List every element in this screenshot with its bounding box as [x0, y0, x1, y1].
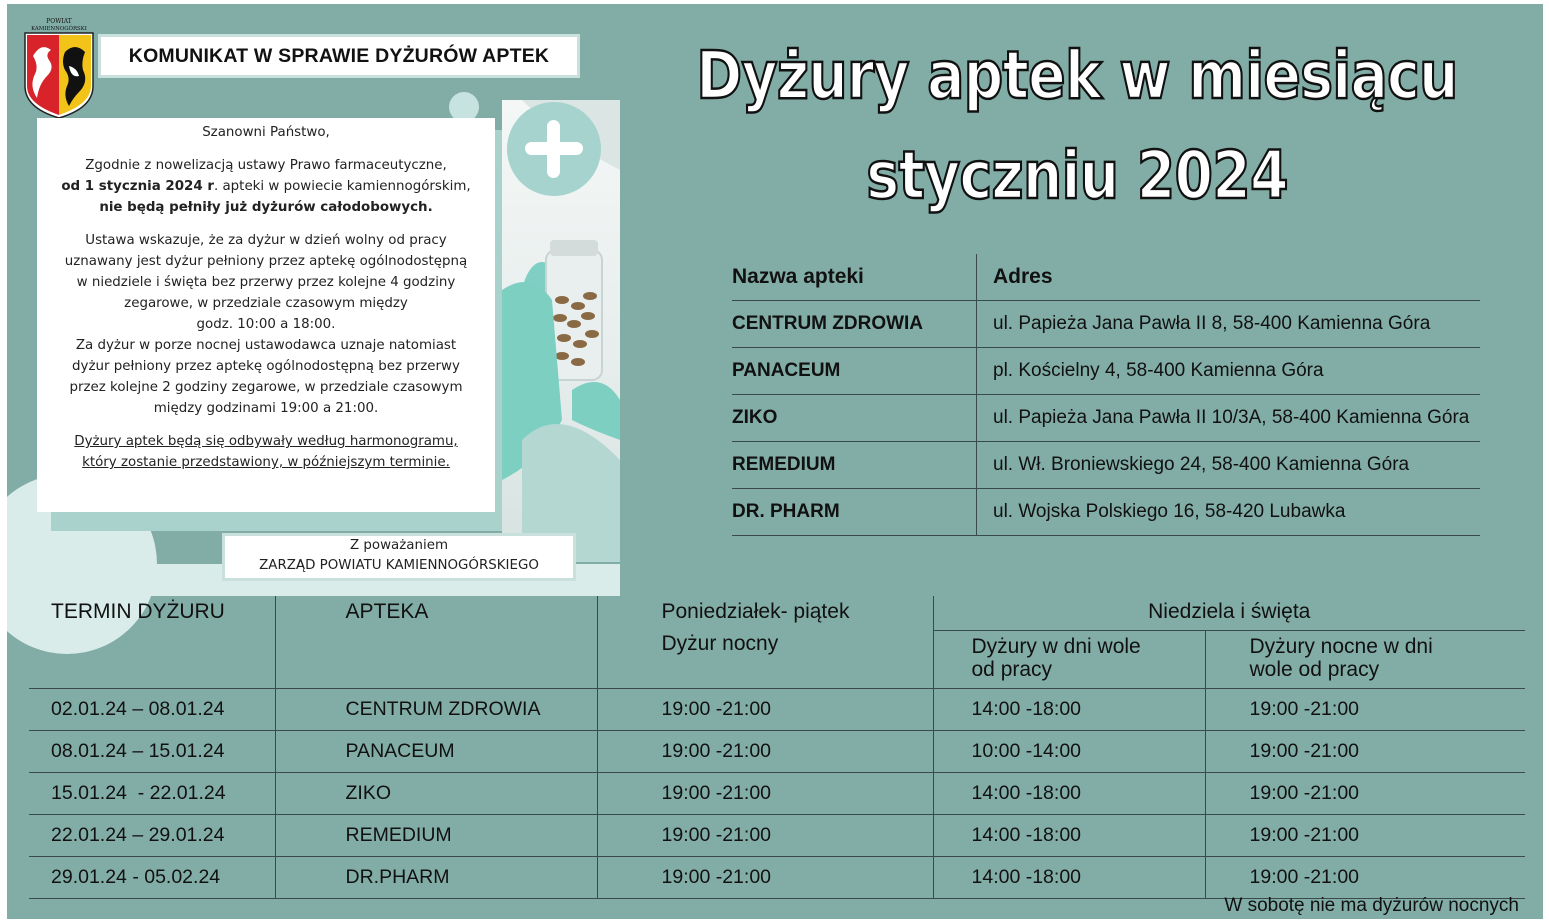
- column-header-weekday: [597, 596, 933, 689]
- weekday-label: Poniedziałek- piątek: [661, 600, 850, 623]
- column-group-sundays: Niedziela i święta: [933, 596, 1525, 631]
- weekday-cell: 19:00 -21:00: [597, 689, 933, 731]
- table-row: [29, 689, 1525, 731]
- column-header-sunday-day: Dyżury w dni wole od pracy: [933, 631, 1205, 689]
- signature-box: [225, 536, 573, 578]
- pharmacy-address: ul. Papieża Jana Pawła II 8, 58-400 Kamienna Góra: [977, 301, 1481, 348]
- weekday-cell: 19:00 -21:00: [597, 731, 933, 773]
- medical-plus-icon: [507, 102, 601, 196]
- pharmacy-name: PANACEUM: [732, 348, 977, 395]
- pharmacy-address: ul. Wojska Polskiego 16, 58-420 Lubawka: [977, 489, 1481, 536]
- letter-no-duty-bold: nie będą pełniły już dyżurów całodobowych.: [99, 200, 433, 215]
- county-crest-icon: [19, 16, 99, 120]
- term-cell: 15.01.24 - 22.01.24: [29, 773, 275, 815]
- table-row: [732, 301, 1480, 348]
- table-row: [29, 815, 1525, 857]
- term-cell: 22.01.24 – 29.01.24: [29, 815, 275, 857]
- term-cell: 02.01.24 – 08.01.24: [29, 689, 275, 731]
- table-row: [29, 731, 1525, 773]
- letter-p2-line5: godz. 10:00 a 18:00.: [196, 317, 336, 332]
- letter-date-bold: od 1 stycznia 2024 r: [61, 179, 214, 194]
- sunday-day-cell: 14:00 -18:00: [933, 773, 1205, 815]
- title-line-2: styczniu 2024: [866, 137, 1288, 214]
- pharmacy-address: ul. Wł. Broniewskiego 24, 58-400 Kamienna Góra: [977, 442, 1481, 489]
- svg-text:POWIAT: POWIAT: [46, 18, 72, 25]
- night-duty-label: Dyżur nocny: [661, 632, 779, 655]
- pharmacy-cell: CENTRUM ZDROWIA: [275, 689, 597, 731]
- letter-p4-line1: Dyżury aptek będą się odbywały według harmonogramu,: [74, 434, 458, 449]
- signature-regards: Z poważaniem: [349, 538, 448, 553]
- column-header-pharmacy: APTEKA: [275, 596, 597, 689]
- letter-p3-line4: między godzinami 19:00 a 21:00.: [153, 401, 379, 416]
- sunday-night-cell: 19:00 -21:00: [1205, 773, 1525, 815]
- pharmacy-table-header: [732, 254, 1480, 301]
- letter-greeting: Szanowni Państwo,: [202, 125, 330, 140]
- letter-p2-line2: uznawany jest dyżur pełniony przez aptekę ogólnodostępną: [64, 254, 468, 269]
- term-cell: 08.01.24 – 15.01.24: [29, 731, 275, 773]
- table-row: [732, 442, 1480, 489]
- term-cell: 29.01.24 - 05.02.24: [29, 857, 275, 899]
- saturday-note: W sobotę nie ma dyżurów nocnych: [1224, 895, 1519, 916]
- duty-schedule-table: [29, 596, 1525, 899]
- letter-p1-line1: Zgodnie z nowelizacją ustawy Prawo farmaceutyczne,: [85, 158, 447, 173]
- weekday-cell: 19:00 -21:00: [597, 773, 933, 815]
- page-title: [691, 26, 1464, 226]
- letter-p2-line4: zegarowe, w przedziale czasowym między: [124, 296, 408, 311]
- sunday-night-cell: 19:00 -21:00: [1205, 689, 1525, 731]
- svg-text:KAMIENNOGÓRSKI: KAMIENNOGÓRSKI: [31, 26, 87, 32]
- sunday-day-cell: 14:00 -18:00: [933, 689, 1205, 731]
- letter-p1-line3: [47, 197, 485, 218]
- table-row: [732, 395, 1480, 442]
- letter-p1-line2: [47, 176, 485, 197]
- letter-p2-line3: w niedziele i święta bez przerwy przez kolejne 4 godziny: [76, 275, 456, 290]
- sunday-day-cell: 14:00 -18:00: [933, 815, 1205, 857]
- pharmacy-cell: DR.PHARM: [275, 857, 597, 899]
- pharmacy-name: REMEDIUM: [732, 442, 977, 489]
- poster: [7, 4, 1543, 919]
- pharmacy-address-table: [732, 254, 1480, 536]
- weekday-cell: 19:00 -21:00: [597, 857, 933, 899]
- title-line-1: Dyżury aptek w miesiącu: [696, 37, 1458, 114]
- sunday-day-cell: 14:00 -18:00: [933, 857, 1205, 899]
- pharmacy-address: ul. Papieża Jana Pawła II 10/3A, 58-400 Kamienna Góra: [977, 395, 1481, 442]
- table-row: [29, 857, 1525, 899]
- pharmacy-name: CENTRUM ZDROWIA: [732, 301, 977, 348]
- column-header-name: Nazwa apteki: [732, 254, 977, 301]
- sunday-night-cell: 19:00 -21:00: [1205, 731, 1525, 773]
- letter-p3-line1: Za dyżur w porze nocnej ustawodawca uznaje natomiast: [75, 338, 457, 353]
- letter-p4-line2: który zostanie przedstawiony, w późniejszym terminie.: [82, 455, 450, 470]
- letter-text: [37, 118, 495, 512]
- sunday-day-cell: 10:00 -14:00: [933, 731, 1205, 773]
- column-header-address: Adres: [977, 254, 1481, 301]
- communique-banner: KOMUNIKAT W SPRAWIE DYŻURÓW APTEK: [101, 37, 577, 75]
- column-header-term: TERMIN DYŻURU: [29, 596, 275, 689]
- letter-p3-line3: przez kolejne 2 godziny zegarowe, w przedziale czasowym: [69, 380, 463, 395]
- sunday-night-cell: 19:00 -21:00: [1205, 815, 1525, 857]
- table-row: [732, 489, 1480, 536]
- weekday-cell: 19:00 -21:00: [597, 815, 933, 857]
- letter-p1-line2-rest: . apteki w powiecie kamiennogórskim,: [213, 179, 471, 194]
- pharmacy-name: DR. PHARM: [732, 489, 977, 536]
- pharmacy-cell: ZIKO: [275, 773, 597, 815]
- sunday-night-cell: 19:00 -21:00: [1205, 857, 1525, 899]
- pharmacy-name: ZIKO: [732, 395, 977, 442]
- table-row: [29, 773, 1525, 815]
- signature-board: ZARZĄD POWIATU KAMIENNOGÓRSKIEGO: [259, 558, 539, 573]
- pharmacy-address: pl. Kościelny 4, 58-400 Kamienna Góra: [977, 348, 1481, 395]
- letter-p2-line1: Ustawa wskazuje, że za dyżur w dzień wolny od pracy: [85, 233, 447, 248]
- schedule-header-row: [29, 596, 1525, 631]
- table-row: [732, 348, 1480, 395]
- letter-p3-line2: dyżur pełniony przez aptekę ogólnodostępną bez przerwy: [72, 359, 460, 374]
- column-header-sunday-night: Dyżury nocne w dni wole od pracy: [1249, 635, 1433, 681]
- pharmacy-cell: PANACEUM: [275, 731, 597, 773]
- pharmacy-cell: REMEDIUM: [275, 815, 597, 857]
